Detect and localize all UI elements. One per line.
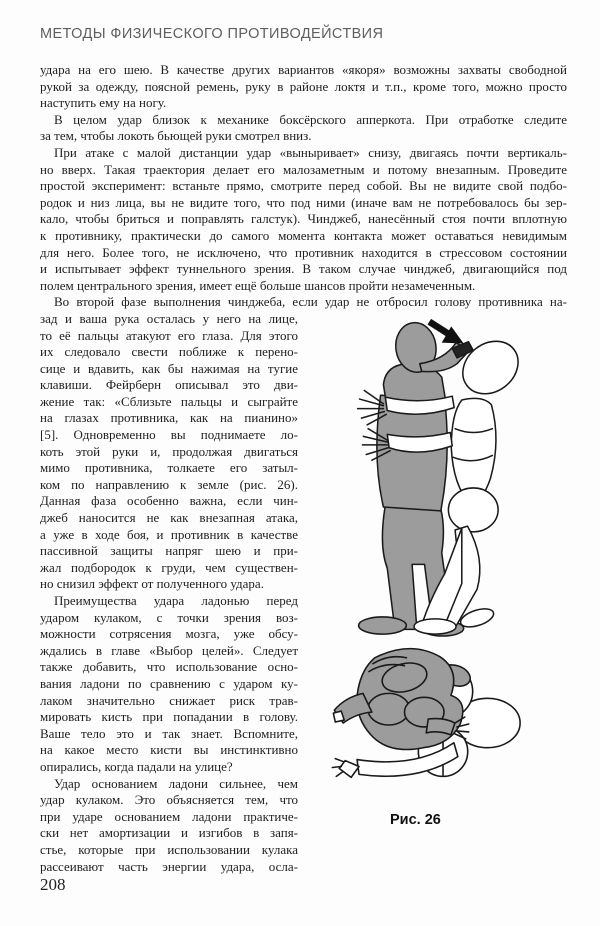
text-line: Во второй фазе выполнения чинджеба, если удар не отбросил голову противника на-: [54, 294, 567, 310]
text-line: но снизил эффект от полученного удара.: [40, 576, 264, 592]
figure-topview-illustration: [328, 640, 570, 808]
gray-attacker-top-figure: [333, 649, 473, 750]
text-line: мировать кисть при попадании в голову.: [40, 709, 298, 725]
text-line: сице и вдавить, как бы нажимая на тугие: [40, 360, 298, 376]
text-line: В целом удар близок к механике боксёрского апперкота. При отработке следите: [54, 111, 567, 127]
text-line: коть этой руки и, продолжая двигаться: [40, 443, 298, 459]
text-line: лаком значительно снижает риск трав-: [40, 692, 298, 708]
text-line: Данная фаза особенно важна, если чин-: [40, 493, 298, 509]
paragraph: [40, 593, 298, 776]
text-line: опирались, когда падали на улице?: [40, 758, 233, 774]
page-number: 208: [40, 875, 66, 895]
text-line: наступить ему на ногу.: [40, 95, 167, 111]
text-line: джеб наносится не как внезапная атака,: [40, 510, 298, 526]
text-line: но вверх. Такая траектория делает его малозаметным и потому внезапным. Проведите: [40, 161, 567, 177]
paragraph: [40, 145, 567, 294]
paragraph: [40, 776, 298, 876]
text-line: полем центрального зрения, имеет ещё больше шансов пройти незамеченным.: [40, 277, 476, 293]
text-line: их следовало свести поближе к перено-: [40, 344, 298, 360]
text-line: рукой за одежду, поясной ремень, руку в районе локтя и т.п., кроме того, можно просто: [40, 78, 567, 94]
text-line: простой эксперимент: встаньте прямо, смотрите перед собой. Вы не видите свой подбо-: [40, 178, 567, 194]
text-line: к противнику, практически до самого момента контакта может оставаться невидимым: [40, 227, 567, 243]
text-line: жение так: «Сблизьте пальцы и сыграйте: [40, 393, 298, 409]
text-line: рассеивают часть энергии удара, осла-: [40, 858, 298, 874]
text-line: за тем, чтобы локоть бьющей руки смотрел вниз.: [40, 128, 312, 144]
text-line: можности сотрясения мозга, уже обсу-: [40, 626, 298, 642]
text-line: при ударе основанием ладони практиче-: [40, 808, 298, 824]
text-line: для него. Более того, не исключено, что противник находится в стрессовом состоянии: [40, 244, 567, 260]
text-line: вания ладони по сравнению с ударом ку-: [40, 675, 298, 691]
text-line: ски нет амортизации и изгибов в запя-: [40, 825, 298, 841]
text-line: стье, которые при использовании кулака: [40, 841, 298, 857]
left-text-column: [40, 311, 298, 875]
paragraph: [40, 294, 567, 311]
text-line: удар кулаком. Это объясняется тем, что: [40, 792, 298, 808]
paragraph: [40, 62, 567, 112]
text-line: ком по направлению к земле (рис. 26).: [40, 476, 298, 492]
running-header: МЕТОДЫ ФИЗИЧЕСКОГО ПРОТИВОДЕЙСТВИЯ: [40, 26, 384, 42]
text-line: Удар основанием ладони сильнее, чем: [54, 775, 298, 791]
standing-figures-drawing: [328, 314, 565, 637]
text-line: также добавить, что использование осно-: [40, 659, 298, 675]
text-line: клавиши. Фейрберн описывал это дви-: [40, 377, 298, 393]
figure-standing-chinjab-illustration: [328, 314, 570, 637]
text-line: ударом кулаком, с точки зрения воз-: [40, 609, 298, 625]
text-line: пассивной защиты напряг шею и при-: [40, 543, 298, 559]
text-line: удара на его шею. В качестве других вариантов «якоря» возможны захваты свободной: [40, 62, 567, 77]
text-line: мимо противника, толкаете его затыл-: [40, 460, 298, 476]
text-line: ждались в главе «Выбор целей». Следует: [40, 642, 298, 658]
text-line: то её пальцы атакуют его глаза. Для этого: [40, 327, 298, 343]
paragraph: [40, 311, 298, 593]
ground-figures-drawing: [328, 640, 563, 808]
text-line: зад и ваша рука осталась у него на лице,: [40, 310, 298, 326]
two-column-area: [40, 311, 570, 875]
text-line: [5]. Одновременно вы поднимаете ло-: [40, 427, 298, 443]
paragraph: [40, 112, 567, 145]
text-line: родок и низ лица, вы не видите того, что под ними (иначе вам не потребовалось бы зер-: [40, 194, 567, 210]
text-line: жал подбородок к груди, чем существен-: [40, 559, 298, 575]
figure-caption: Рис. 26: [390, 811, 441, 828]
text-line: Ваше тело это и так знает. Вспомните,: [40, 725, 298, 741]
full-width-text-block: [40, 62, 567, 311]
text-line: Преимущества удара ладонью перед: [54, 593, 298, 608]
text-line: кало, чтобы бриться и поправлять галстук). Чинджеб, нанесённый стоя почти вплотную: [40, 211, 567, 227]
text-line: При атаке с малой дистанции удар «выныривает» снизу, двигаясь почти вертикаль-: [54, 144, 567, 160]
text-line: а уже в ходе боя, и противник в качестве: [40, 526, 298, 542]
text-line: и испытывает эффект туннельного зрения. В таком случае чинджеб, двигающийся под: [40, 261, 567, 277]
text-line: на глазах противника, как на пианино»: [40, 410, 298, 426]
figure-column: [298, 311, 570, 828]
text-line: на какое место кисти вы инстинктивно: [40, 742, 298, 758]
